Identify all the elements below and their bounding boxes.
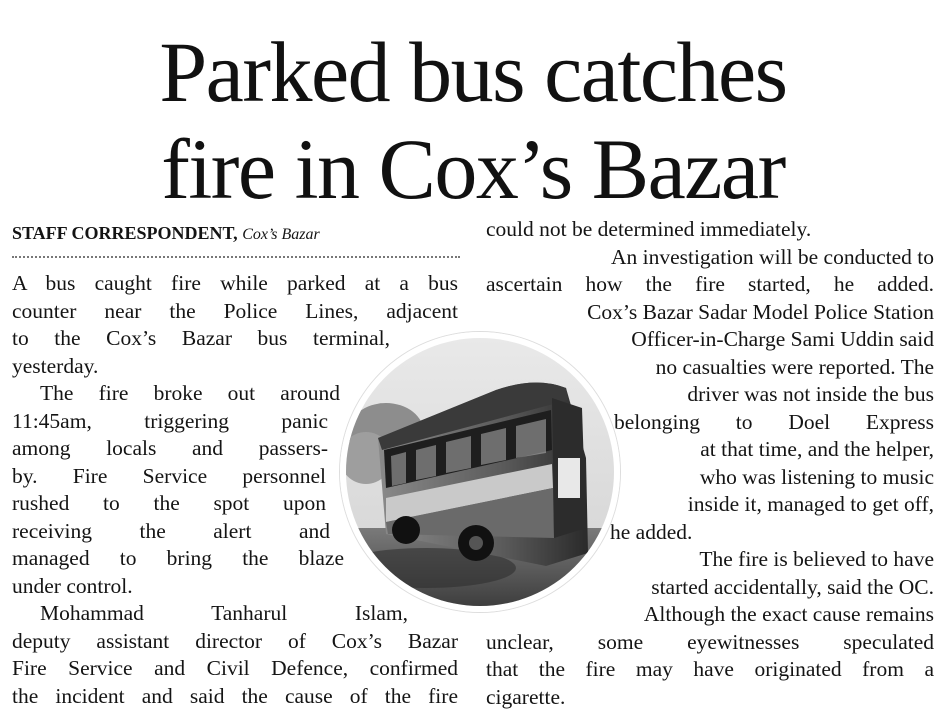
text-line: could not be determined immediately. bbox=[486, 217, 812, 241]
text-line: Cox’s Bazar Sadar Model Police Station bbox=[587, 299, 934, 324]
text-line: receiving the alert and bbox=[12, 518, 330, 543]
text-line: the incident and said the cause of the fire bbox=[12, 683, 458, 708]
text-line: he added. bbox=[610, 519, 693, 544]
byline-role: STAFF CORRESPONDENT, bbox=[12, 223, 238, 243]
burned-bus-illustration bbox=[346, 338, 614, 606]
text-line: yesterday. bbox=[12, 353, 99, 378]
byline-place: Cox’s Bazar bbox=[242, 226, 320, 243]
byline-divider bbox=[12, 256, 460, 258]
text-line: Although the exact cause remains bbox=[643, 602, 934, 626]
text-line: Officer-in-Charge Sami Uddin said bbox=[631, 327, 934, 351]
text-line: at that time, and the helper, bbox=[700, 437, 934, 461]
text-line: rushed to the spot upon bbox=[12, 491, 326, 515]
text-line: Mohammad Tanharul Islam, bbox=[40, 601, 408, 625]
text-line: counter near the Police Lines, adjacent bbox=[12, 298, 458, 323]
text-line: started accidentally, said the OC. bbox=[651, 574, 934, 599]
text-line: no casualties were reported. The bbox=[655, 354, 934, 379]
headline-line-1: Parked bus catches bbox=[159, 24, 787, 120]
headline bbox=[0, 24, 946, 218]
text-line: 11:45am, triggering panic bbox=[12, 408, 328, 433]
text-line: The fire is believed to have bbox=[699, 547, 934, 571]
text-line: under control. bbox=[12, 573, 133, 598]
text-line: that the fire may have originated from a bbox=[486, 657, 934, 681]
text-line: driver was not inside the bus bbox=[687, 382, 934, 406]
text-line: Fire Service and Civil Defence, confirmed bbox=[12, 656, 458, 680]
text-line: cigarette. bbox=[486, 684, 566, 709]
text-line: belonging to Doel Express bbox=[614, 409, 934, 434]
text-line: managed to bring the blaze bbox=[12, 546, 344, 570]
byline bbox=[12, 222, 320, 246]
text-line: unclear, some eyewitnesses speculated bbox=[486, 629, 934, 654]
text-line: among locals and passers- bbox=[12, 436, 328, 460]
text-line: A bus caught fire while parked at a bus bbox=[12, 271, 458, 295]
text-line: The fire broke out around bbox=[40, 381, 340, 405]
text-line: who was listening to music bbox=[699, 464, 934, 489]
headline-line-2: fire in Cox’s Bazar bbox=[161, 121, 785, 217]
text-line: An investigation will be conducted to bbox=[610, 244, 934, 269]
burned-bus-photo bbox=[340, 332, 620, 612]
text-line: deputy assistant director of Cox’s Bazar bbox=[12, 628, 458, 653]
text-line: inside it, managed to get off, bbox=[687, 492, 934, 516]
text-line: ascertain how the fire started, he added. bbox=[486, 272, 934, 296]
text-line: by. Fire Service personnel bbox=[12, 463, 326, 488]
text-line: to the Cox’s Bazar bus terminal, bbox=[12, 326, 390, 350]
